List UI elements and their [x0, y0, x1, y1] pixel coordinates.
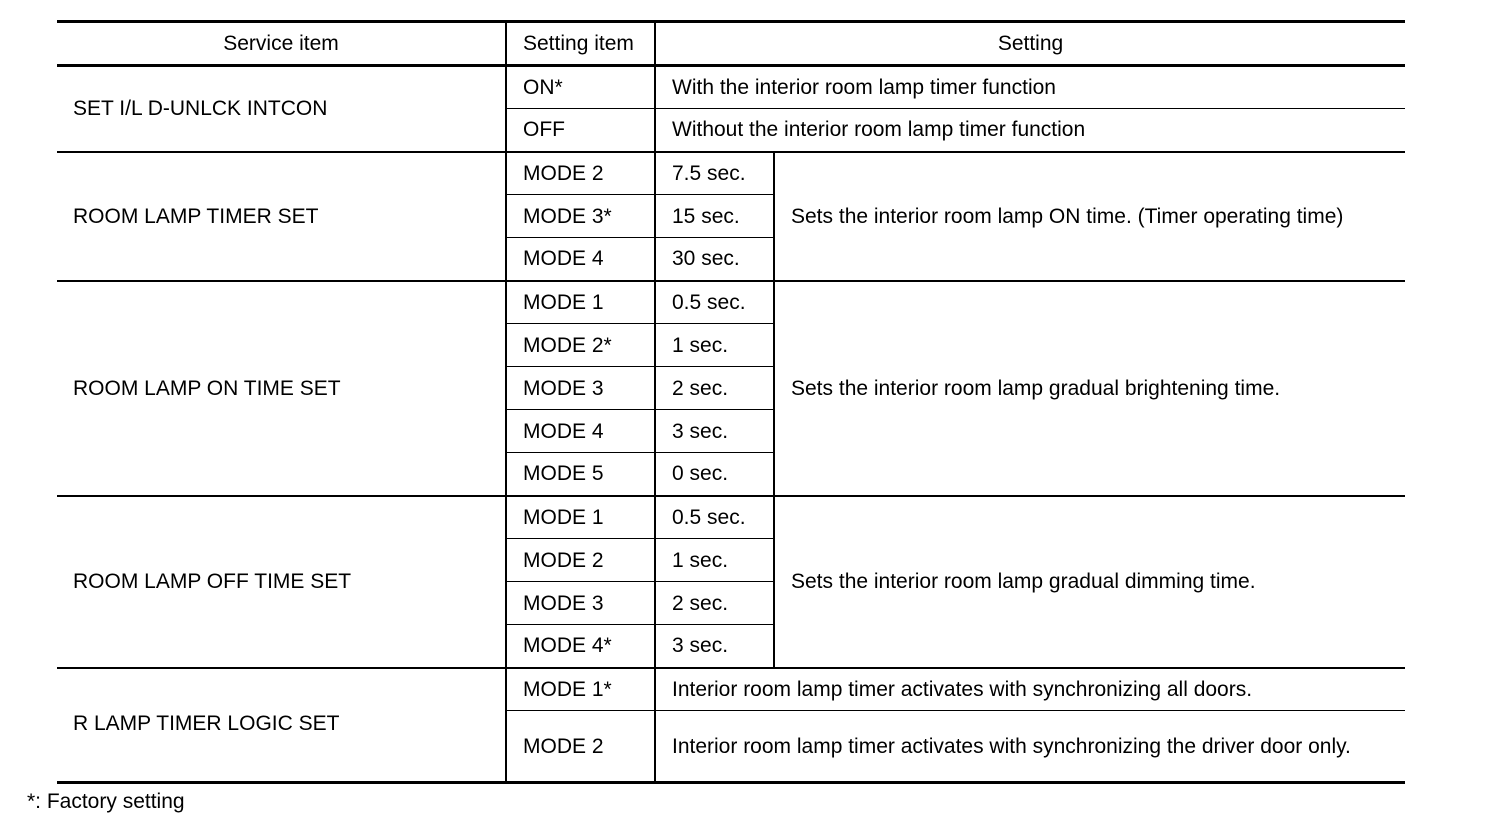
setting-value-cell: 2 sec. — [655, 582, 774, 625]
service-settings-table — [57, 20, 1405, 784]
setting-item-cell: MODE 3* — [506, 195, 655, 238]
setting-value-cell: 7.5 sec. — [655, 152, 774, 195]
setting-item-cell: MODE 4 — [506, 238, 655, 281]
table-header-row — [57, 22, 1405, 66]
service-item-cell: ROOM LAMP ON TIME SET — [57, 281, 506, 496]
setting-item-cell: MODE 2 — [506, 711, 655, 783]
service-item-cell: ROOM LAMP OFF TIME SET — [57, 496, 506, 668]
setting-item-cell: MODE 4 — [506, 410, 655, 453]
setting-value-cell: 1 sec. — [655, 539, 774, 582]
service-item-cell: SET I/L D-UNLCK INTCON — [57, 66, 506, 152]
table-row — [57, 281, 1405, 324]
setting-cell: Without the interior room lamp timer function — [655, 109, 1405, 152]
setting-item-cell: ON* — [506, 66, 655, 109]
header-service-item: Service item — [57, 22, 506, 66]
service-item-cell: R LAMP TIMER LOGIC SET — [57, 668, 506, 783]
setting-value-cell: 15 sec. — [655, 195, 774, 238]
header-setting: Setting — [655, 22, 1405, 66]
setting-description-cell: Sets the interior room lamp gradual dimming time. — [774, 496, 1405, 668]
setting-item-cell: MODE 1 — [506, 281, 655, 324]
table-row — [57, 152, 1405, 195]
setting-item-cell: MODE 2* — [506, 324, 655, 367]
setting-cell: Interior room lamp timer activates with synchronizing the driver door only. — [655, 711, 1405, 783]
setting-value-cell: 3 sec. — [655, 625, 774, 668]
setting-value-cell: 0.5 sec. — [655, 281, 774, 324]
header-setting-item: Setting item — [506, 22, 655, 66]
setting-item-cell: MODE 3 — [506, 367, 655, 410]
setting-value-cell: 30 sec. — [655, 238, 774, 281]
setting-value-cell: 1 sec. — [655, 324, 774, 367]
setting-description-cell: Sets the interior room lamp ON time. (Timer operating time) — [774, 152, 1405, 281]
footnote: *: Factory setting — [27, 790, 185, 813]
setting-description-cell: Sets the interior room lamp gradual brightening time. — [774, 281, 1405, 496]
setting-value-cell: 0.5 sec. — [655, 496, 774, 539]
table-row — [57, 496, 1405, 539]
setting-value-cell: 2 sec. — [655, 367, 774, 410]
table-row — [57, 668, 1405, 711]
setting-item-cell: MODE 2 — [506, 539, 655, 582]
setting-cell: With the interior room lamp timer function — [655, 66, 1405, 109]
setting-item-cell: MODE 1* — [506, 668, 655, 711]
setting-item-cell: MODE 3 — [506, 582, 655, 625]
service-item-cell: ROOM LAMP TIMER SET — [57, 152, 506, 281]
setting-item-cell: MODE 5 — [506, 453, 655, 496]
setting-value-cell: 3 sec. — [655, 410, 774, 453]
setting-value-cell: 0 sec. — [655, 453, 774, 496]
setting-item-cell: MODE 4* — [506, 625, 655, 668]
setting-item-cell: MODE 2 — [506, 152, 655, 195]
setting-item-cell: OFF — [506, 109, 655, 152]
setting-item-cell: MODE 1 — [506, 496, 655, 539]
table-row — [57, 66, 1405, 109]
setting-cell: Interior room lamp timer activates with synchronizing all doors. — [655, 668, 1405, 711]
